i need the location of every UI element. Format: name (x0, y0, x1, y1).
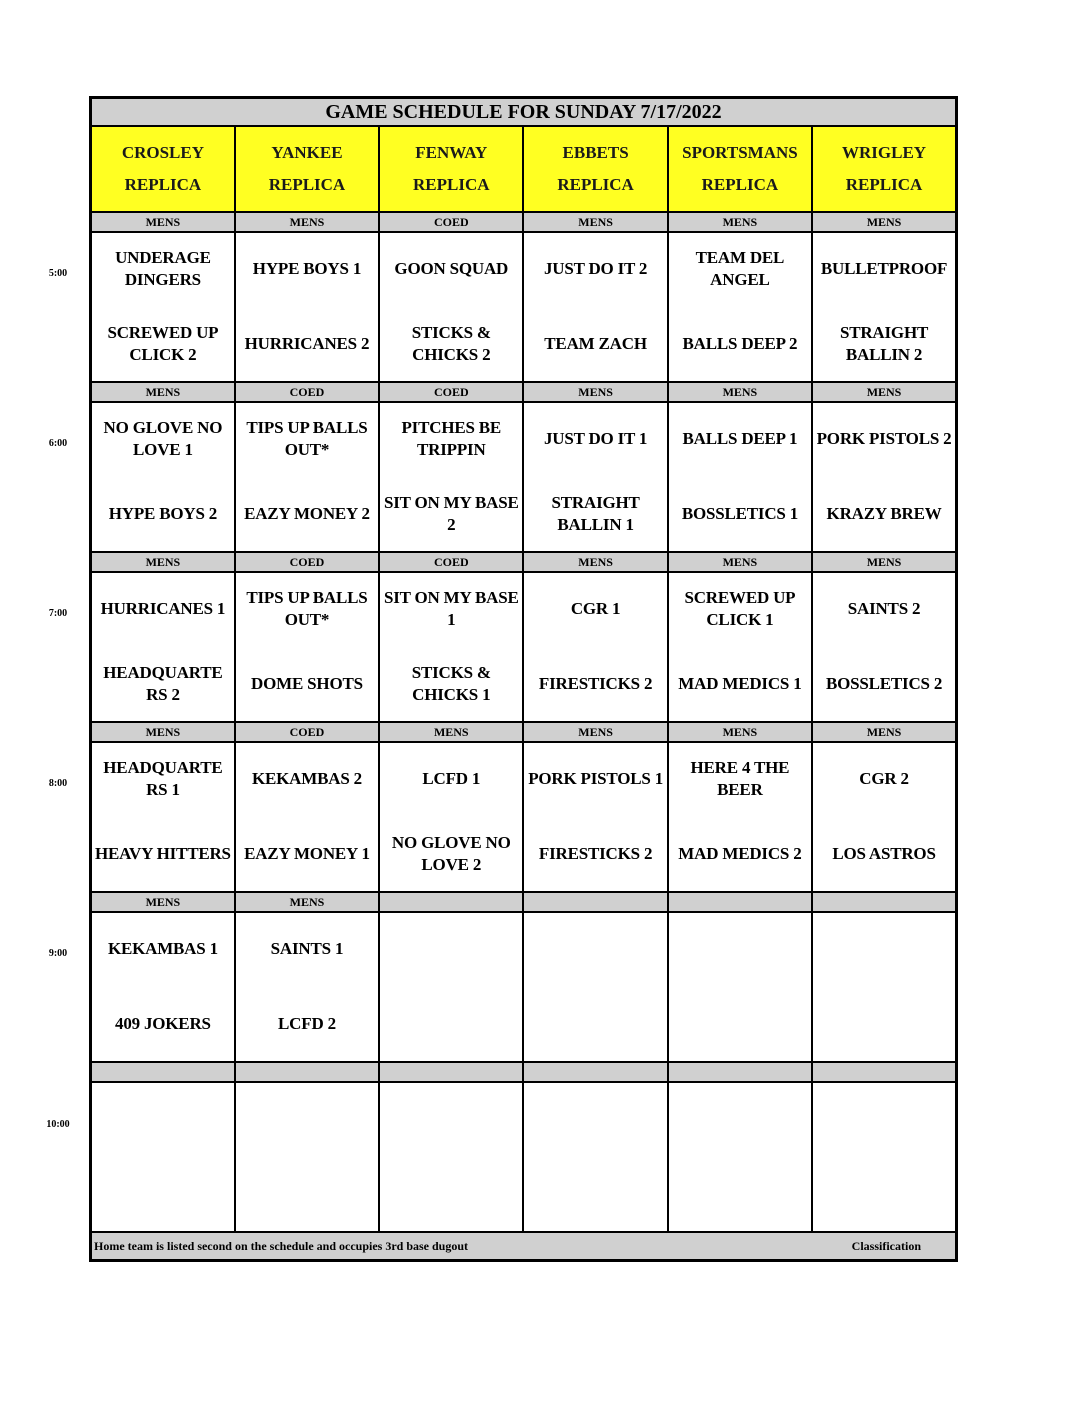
home-team: SIT ON MY BASE 2 (383, 493, 519, 534)
venue-name: CROSLEY (121, 143, 204, 162)
time-label: 5:00 (48, 268, 68, 279)
venue-name: FENWAY (415, 143, 488, 162)
classification-cell: MENS (235, 212, 379, 232)
game-cell (668, 742, 812, 892)
game-cell (379, 572, 523, 722)
away-team: GOON SQUAD (394, 259, 509, 278)
venue-name: SPORTSMANS (682, 143, 798, 162)
venue-subtitle: REPLICA (701, 175, 779, 194)
away-team (382, 1095, 520, 1143)
game-cell (668, 232, 812, 382)
classification-cell (379, 892, 523, 912)
game-cell (523, 402, 667, 552)
venue-header (812, 126, 956, 212)
game-cell (668, 572, 812, 722)
away-team: LCFD 1 (422, 769, 481, 788)
away-team: TIPS UP BALLS OUT* (246, 588, 368, 629)
home-team-note: Home team is listed second on the schedule and occupies 3rd base dugout (94, 1238, 469, 1253)
classification-cell: MENS (91, 722, 235, 742)
classification-row (91, 722, 957, 742)
classification-row (91, 1062, 957, 1082)
game-cell (379, 402, 523, 552)
away-team: HERE 4 THE BEER (690, 758, 790, 799)
game-cell (668, 912, 812, 1062)
time-label: 8:00 (48, 778, 68, 789)
away-team: SCREWED UP CLICK 1 (684, 588, 796, 629)
away-team (815, 1095, 953, 1143)
home-team (382, 1000, 520, 1048)
away-team: PORK PISTOLS 2 (816, 429, 952, 448)
game-row (91, 572, 957, 722)
away-team (671, 925, 809, 973)
away-team: JUST DO IT 1 (543, 429, 648, 448)
classification-row (91, 382, 957, 402)
venue-header (235, 126, 379, 212)
home-team: HYPE BOYS 2 (108, 504, 218, 523)
away-team: BULLETPROOF (820, 259, 948, 278)
classification-cell: MENS (91, 552, 235, 572)
time-label: 7:00 (48, 608, 68, 619)
away-team: SAINTS 2 (847, 599, 921, 618)
home-team: EAZY MONEY 1 (244, 844, 370, 863)
classification-cell: MENS (668, 722, 812, 742)
home-team (815, 1170, 953, 1218)
away-team (382, 925, 520, 973)
classification-cell: COED (379, 212, 523, 232)
game-cell (91, 912, 235, 1062)
home-team (815, 1000, 953, 1048)
classification-cell (668, 892, 812, 912)
game-cell (523, 232, 667, 382)
venue-name: YANKEE (271, 143, 343, 162)
game-cell (235, 402, 379, 552)
home-team: FIRESTICKS 2 (538, 844, 653, 863)
home-team (238, 1170, 376, 1218)
away-team: PITCHES BE TRIPPIN (401, 418, 502, 459)
game-cell (235, 912, 379, 1062)
game-cell (91, 232, 235, 382)
time-label: 6:00 (48, 438, 68, 449)
classification-cell: MENS (523, 382, 667, 402)
home-team: STICKS & CHICKS 1 (411, 663, 491, 704)
time-label: 9:00 (48, 948, 68, 959)
away-team: CGR 1 (570, 599, 621, 618)
venue-header (91, 126, 235, 212)
game-row (91, 742, 957, 892)
home-team: TEAM ZACH (544, 334, 647, 353)
game-cell (523, 1082, 667, 1232)
game-cell (812, 232, 956, 382)
classification-cell: MENS (812, 552, 956, 572)
classification-cell (812, 1062, 956, 1082)
classification-cell: MENS (812, 382, 956, 402)
away-team (815, 925, 953, 973)
home-team: LOS ASTROS (832, 844, 936, 863)
away-team: JUST DO IT 2 (543, 259, 648, 278)
home-team (94, 1170, 232, 1218)
classification-row (91, 212, 957, 232)
game-cell (91, 742, 235, 892)
footer-row (91, 1232, 957, 1261)
game-cell (235, 232, 379, 382)
away-team (238, 1095, 376, 1143)
away-team (671, 1095, 809, 1143)
away-team: SIT ON MY BASE 1 (383, 588, 519, 629)
classification-cell: COED (235, 722, 379, 742)
away-team: SAINTS 1 (270, 939, 344, 958)
away-team (526, 925, 664, 973)
game-row (91, 912, 957, 1062)
venue-subtitle: REPLICA (845, 175, 923, 194)
classification-cell: MENS (235, 892, 379, 912)
game-cell (379, 232, 523, 382)
game-cell (523, 742, 667, 892)
home-team (671, 1170, 809, 1218)
footer-cell (91, 1232, 957, 1261)
venue-subtitle: REPLICA (124, 175, 202, 194)
classification-cell: COED (379, 552, 523, 572)
classification-cell: COED (379, 382, 523, 402)
game-row (91, 1082, 957, 1232)
game-row (91, 402, 957, 552)
venue-subtitle: REPLICA (268, 175, 346, 194)
game-cell (235, 572, 379, 722)
classification-cell: MENS (91, 892, 235, 912)
classification-cell: MENS (91, 212, 235, 232)
schedule-title: GAME SCHEDULE FOR SUNDAY 7/17/2022 (91, 98, 957, 127)
venue-subtitle: REPLICA (413, 175, 490, 194)
away-team: HURRICANES 1 (100, 599, 226, 618)
away-team: TEAM DEL ANGEL (695, 248, 785, 289)
classification-cell: MENS (91, 382, 235, 402)
home-team: STRAIGHT BALLIN 1 (551, 493, 640, 534)
away-team: BALLS DEEP 1 (682, 429, 798, 448)
venue-header (523, 126, 667, 212)
home-team: HEADQUARTE RS 2 (103, 663, 223, 704)
game-cell (812, 1082, 956, 1232)
schedule-table (89, 96, 958, 1262)
game-cell (523, 912, 667, 1062)
home-team: LCFD 2 (278, 1014, 336, 1033)
classification-cell (91, 1062, 235, 1082)
away-team: NO GLOVE NO LOVE 1 (103, 418, 223, 459)
game-cell (668, 1082, 812, 1232)
away-team: TIPS UP BALLS OUT* (246, 418, 368, 459)
classification-cell: MENS (812, 212, 956, 232)
venue-header (668, 126, 812, 212)
home-team: HEAVY HITTERS (95, 844, 231, 863)
classification-cell: MENS (523, 212, 667, 232)
home-team: NO GLOVE NO LOVE 2 (391, 833, 511, 874)
classification-cell (812, 892, 956, 912)
away-team: PORK PISTOLS 1 (528, 769, 663, 788)
classification-cell: MENS (812, 722, 956, 742)
game-cell (812, 912, 956, 1062)
away-team: CGR 2 (859, 769, 909, 788)
game-cell (91, 572, 235, 722)
classification-cell: COED (235, 552, 379, 572)
game-cell (379, 1082, 523, 1232)
time-label: 10:00 (46, 1119, 70, 1130)
home-team: DOME SHOTS (251, 674, 363, 693)
classification-cell: MENS (523, 722, 667, 742)
home-team (382, 1170, 520, 1218)
home-team: BOSSLETICS 1 (681, 504, 798, 523)
classification-cell (235, 1062, 379, 1082)
home-team: SCREWED UP CLICK 2 (107, 323, 219, 364)
home-team: FIRESTICKS 2 (538, 674, 653, 693)
classification-cell: COED (235, 382, 379, 402)
venue-row (91, 126, 957, 212)
home-team: STRAIGHT BALLIN 2 (839, 323, 929, 364)
home-team: EAZY MONEY 2 (244, 504, 370, 523)
game-cell (91, 1082, 235, 1232)
classification-cell (523, 1062, 667, 1082)
home-team (526, 1000, 664, 1048)
home-team (671, 1000, 809, 1048)
home-team: BOSSLETICS 2 (825, 674, 943, 693)
venue-subtitle: REPLICA (557, 175, 634, 194)
game-cell (91, 402, 235, 552)
game-cell (812, 402, 956, 552)
classification-cell: MENS (379, 722, 523, 742)
home-team: HURRICANES 2 (244, 334, 370, 353)
home-team: MAD MEDICS 1 (678, 674, 802, 693)
home-team: 409 JOKERS (115, 1014, 211, 1033)
away-team: UNDERAGE DINGERS (115, 248, 211, 289)
venue-header (379, 126, 523, 212)
classification-row (91, 552, 957, 572)
classification-cell (523, 892, 667, 912)
away-team (94, 1095, 232, 1143)
classification-cell: MENS (668, 552, 812, 572)
away-team: HEADQUARTE RS 1 (103, 758, 223, 799)
classification-cell: MENS (523, 552, 667, 572)
game-row (91, 232, 957, 382)
home-team: STICKS & CHICKS 2 (411, 323, 491, 364)
venue-name: WRIGLEY (841, 143, 927, 162)
game-cell (812, 572, 956, 722)
classification-cell: MENS (668, 212, 812, 232)
game-cell (235, 742, 379, 892)
game-cell (379, 912, 523, 1062)
classification-row (91, 892, 957, 912)
classification-label: Classification (851, 1238, 921, 1253)
classification-cell (379, 1062, 523, 1082)
game-cell (379, 742, 523, 892)
home-team (526, 1170, 664, 1218)
away-team: HYPE BOYS 1 (252, 259, 362, 278)
classification-cell (668, 1062, 812, 1082)
home-team: MAD MEDICS 2 (678, 844, 802, 863)
game-cell (523, 572, 667, 722)
game-cell (812, 742, 956, 892)
away-team (526, 1095, 664, 1143)
game-cell (668, 402, 812, 552)
home-team: BALLS DEEP 2 (682, 334, 798, 353)
home-team: KRAZY BREW (826, 504, 942, 523)
away-team: KEKAMBAS 2 (252, 769, 362, 788)
game-cell (235, 1082, 379, 1232)
venue-name: EBBETS (562, 143, 629, 162)
classification-cell: MENS (668, 382, 812, 402)
away-team: KEKAMBAS 1 (107, 939, 218, 958)
